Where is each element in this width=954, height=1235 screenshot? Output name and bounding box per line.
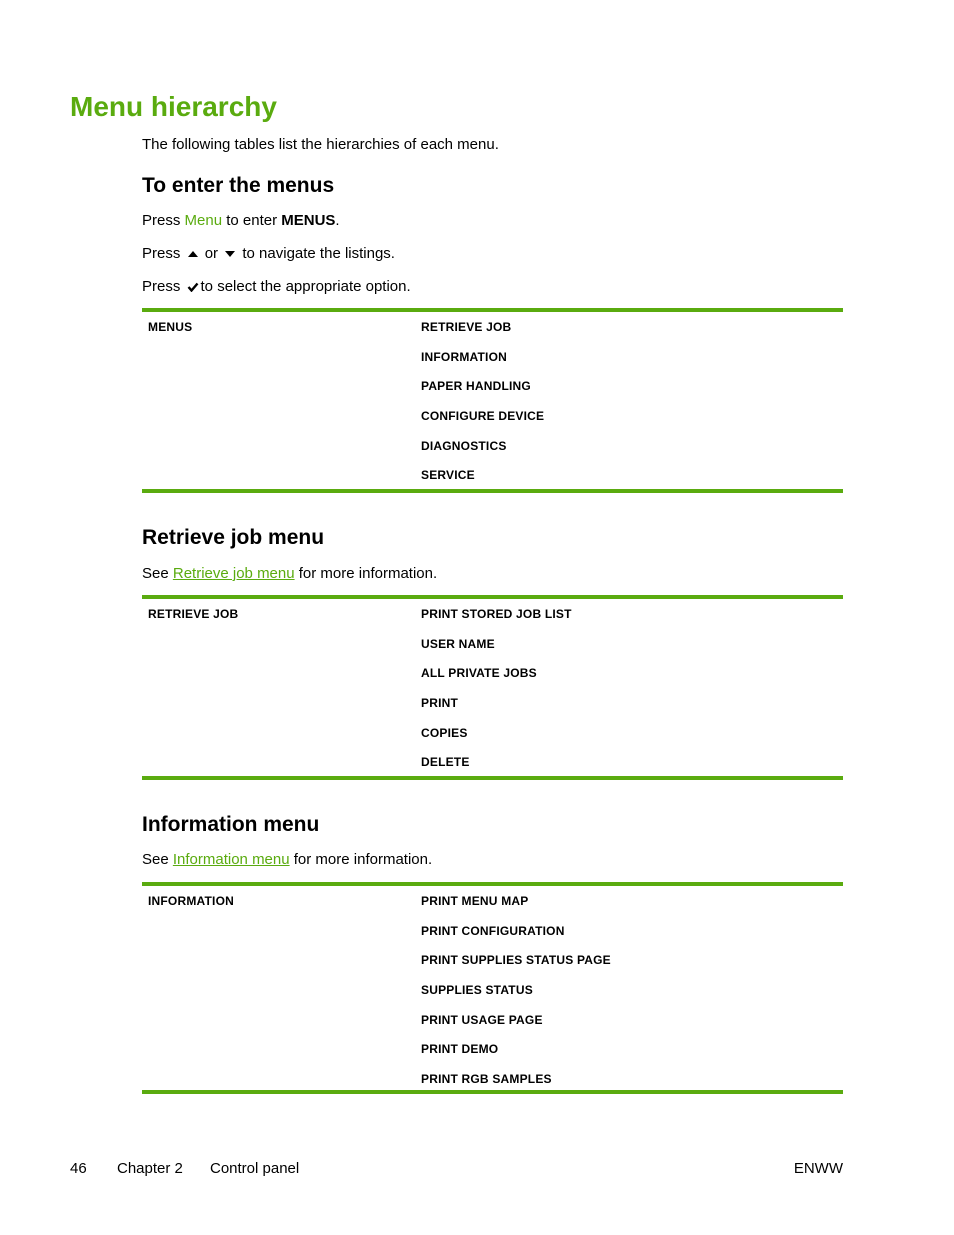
information-see-text [142, 850, 432, 870]
line2-prefix: Press [142, 245, 181, 262]
menu-key-label: Menu [184, 212, 223, 229]
information-table-item: PRINT CONFIGURATION [421, 923, 565, 938]
retrieve-job-table-item: USER NAME [421, 636, 495, 651]
information-see-prefix: See [142, 851, 173, 868]
information-table-items [421, 886, 611, 1094]
section-heading-enter-menus: To enter the menus [142, 174, 335, 197]
retrieve-job-menu-link[interactable]: Retrieve job menu [172, 565, 295, 582]
information-table-item: PRINT RGB SAMPLES [421, 1072, 552, 1087]
line3-prefix: Press [142, 278, 181, 295]
information-table-root: INFORMATION [148, 894, 234, 908]
menus-table-root: MENUS [148, 320, 193, 334]
menus-table-item: DIAGNOSTICS [421, 438, 507, 453]
footer-enww: ENWW [793, 1160, 843, 1177]
information-table-item: PRINT SUPPLIES STATUS PAGE [421, 953, 611, 968]
retrieve-job-table-item: DELETE [421, 755, 470, 770]
retrieve-job-see-text [142, 564, 437, 584]
menus-table-item: SERVICE [421, 468, 475, 483]
line2-or: or [204, 245, 219, 262]
menus-table-item: CONFIGURE DEVICE [421, 409, 545, 424]
information-menu-link[interactable]: Information menu [172, 851, 290, 868]
retrieve-job-table-item: PRINT [421, 696, 458, 711]
footer-page-number: 46 [70, 1160, 87, 1177]
enter-menus-line-3 [142, 277, 411, 297]
line1-middle: to enter [222, 212, 282, 229]
footer-chapter: Chapter 2 [117, 1160, 183, 1177]
menus-table [142, 308, 843, 493]
line1-prefix: Press [142, 212, 185, 229]
line3-suffix: to select the appropriate option. [200, 278, 411, 295]
retrieve-job-table-item: COPIES [421, 725, 468, 740]
down-arrow-icon [224, 250, 236, 258]
enter-menus-line-2 [142, 244, 395, 264]
retrieve-job-table [142, 595, 843, 780]
information-table-item: SUPPLIES STATUS [421, 983, 533, 998]
menus-table-items [421, 312, 544, 490]
information-table-item: PRINT MENU MAP [421, 894, 529, 908]
intro-text: The following tables list the hierarchies of each menu. [142, 136, 499, 153]
footer-section: Control panel [210, 1160, 300, 1177]
enter-menus-line-1 [142, 211, 340, 231]
menus-table-item: INFORMATION [421, 349, 507, 364]
information-table [142, 882, 843, 1094]
retrieve-job-table-root: RETRIEVE JOB [148, 607, 239, 621]
menus-label: MENUS [281, 212, 336, 229]
retrieve-job-see-suffix: for more information. [294, 565, 438, 582]
section-heading-information: Information menu [142, 813, 320, 836]
up-arrow-icon [187, 250, 199, 258]
checkmark-icon [187, 282, 199, 292]
retrieve-job-table-items [421, 599, 572, 777]
retrieve-job-see-prefix: See [142, 565, 173, 582]
retrieve-job-table-item: PRINT STORED JOB LIST [421, 607, 572, 621]
information-table-item: PRINT USAGE PAGE [421, 1012, 543, 1027]
line2-suffix: to navigate the listings. [242, 245, 395, 262]
section-heading-retrieve-job: Retrieve job menu [142, 526, 325, 549]
information-table-item: PRINT DEMO [421, 1042, 499, 1057]
menus-table-item: RETRIEVE JOB [421, 320, 512, 334]
retrieve-job-table-item: ALL PRIVATE JOBS [421, 666, 537, 681]
menus-table-item: PAPER HANDLING [421, 379, 531, 394]
page-title: Menu hierarchy [70, 91, 277, 122]
information-see-suffix: for more information. [289, 851, 433, 868]
line1-suffix: . [335, 212, 340, 229]
